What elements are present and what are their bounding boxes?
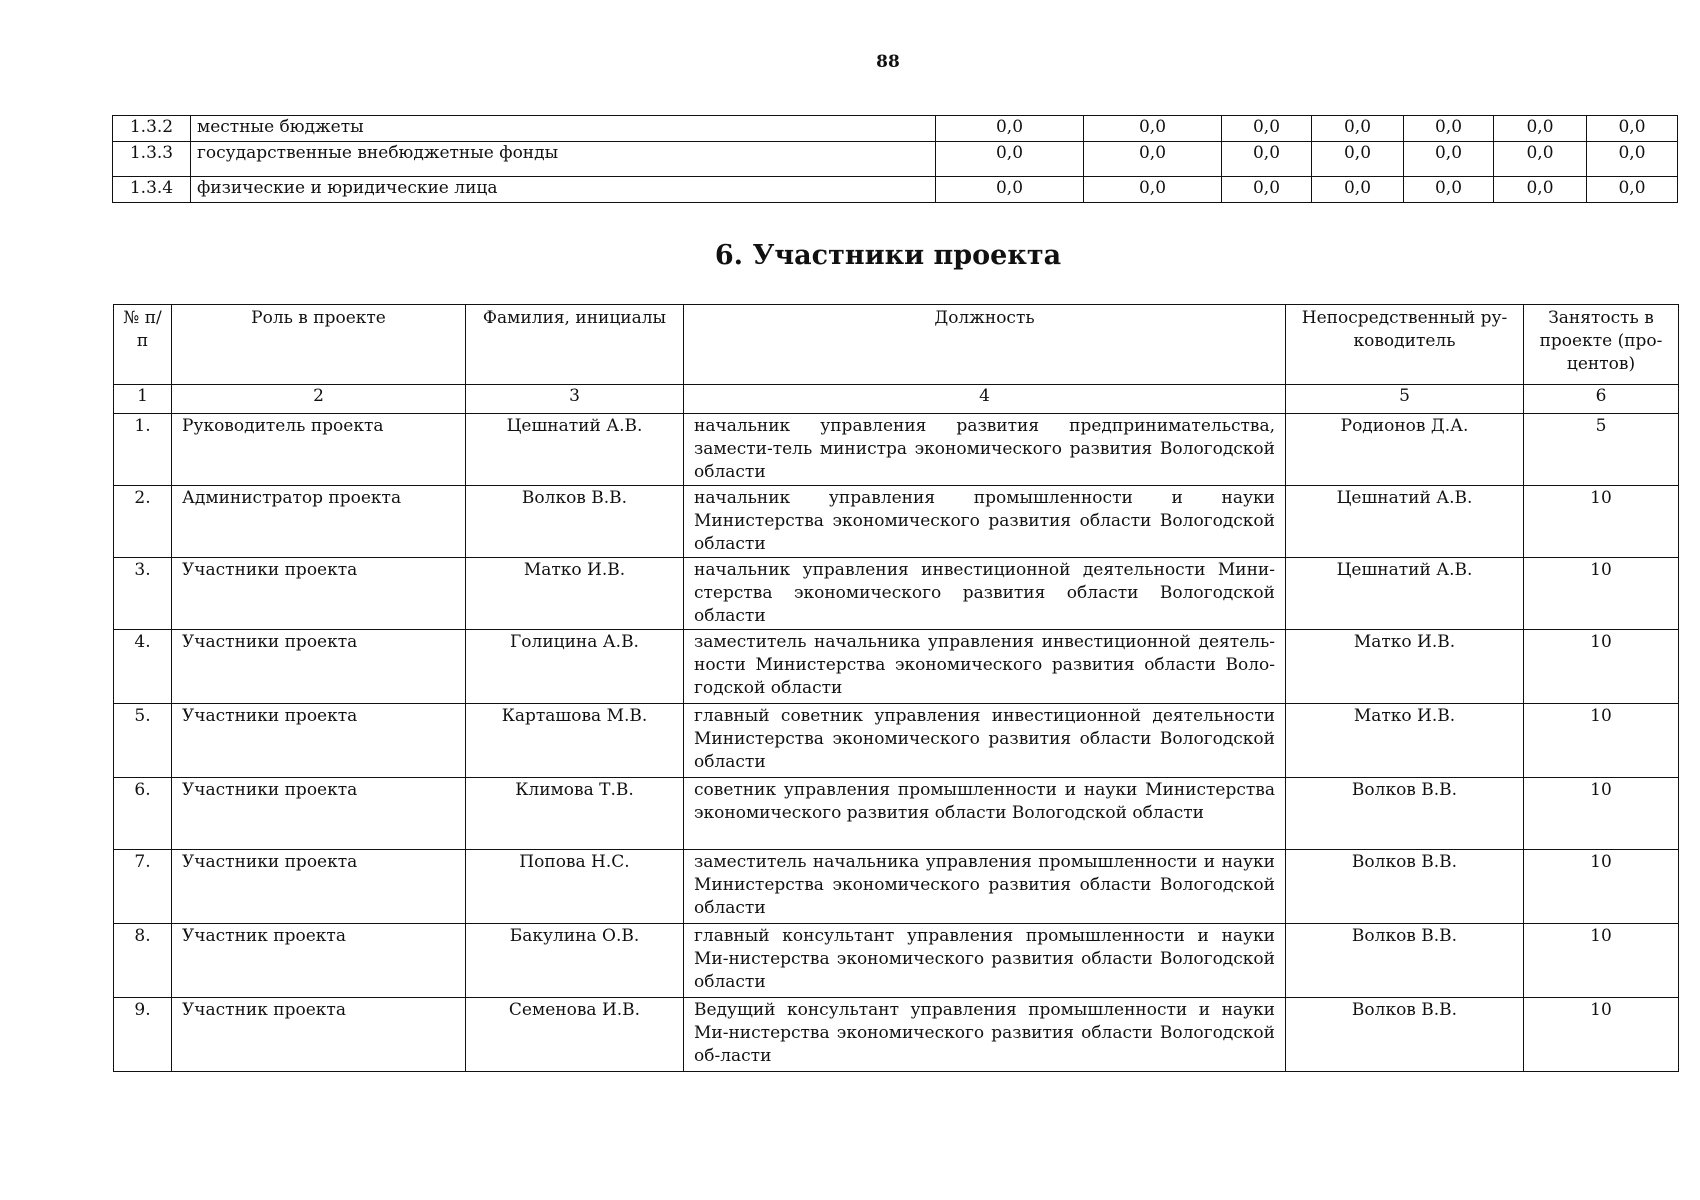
- participant-role: Участники проекта: [172, 558, 466, 630]
- participant-name: Волков В.В.: [466, 486, 684, 558]
- participant-row: [114, 924, 1679, 998]
- participant-num: 7.: [114, 850, 172, 924]
- participant-name: Семенова И.В.: [466, 998, 684, 1072]
- budget-value: 0,0: [1587, 142, 1678, 177]
- participant-manager: Волков В.В.: [1286, 850, 1524, 924]
- participant-num: 8.: [114, 924, 172, 998]
- participant-manager: Волков В.В.: [1286, 924, 1524, 998]
- budget-value: 0,0: [1494, 116, 1587, 142]
- participant-busy: 10: [1524, 850, 1679, 924]
- budget-value: 0,0: [936, 116, 1084, 142]
- budget-value: 0,0: [936, 142, 1084, 177]
- budget-value: 0,0: [1222, 142, 1312, 177]
- budget-code: 1.3.3: [113, 142, 191, 177]
- participant-position: начальник управления промышленности и науки Министерства экономического развития области Вологодской области: [684, 486, 1286, 558]
- participant-role: Участники проекта: [172, 704, 466, 778]
- column-number: 6: [1524, 385, 1679, 414]
- participant-busy: 10: [1524, 486, 1679, 558]
- participant-manager: Цешнатий А.В.: [1286, 558, 1524, 630]
- participant-num: 9.: [114, 998, 172, 1072]
- participant-row: [114, 630, 1679, 704]
- header-busy: Занятость в проекте (про-центов): [1524, 305, 1679, 385]
- participant-position: советник управления промышленности и науки Министерства экономического развития области Вологодской области: [684, 778, 1286, 850]
- participant-role: Администратор проекта: [172, 486, 466, 558]
- header-manager: Непосредственный ру-ководитель: [1286, 305, 1524, 385]
- participant-name: Попова Н.С.: [466, 850, 684, 924]
- budget-value: 0,0: [1312, 142, 1404, 177]
- participant-name: Цешнатий А.В.: [466, 414, 684, 486]
- column-numbers-row: [114, 385, 1679, 414]
- header-num: № п/п: [114, 305, 172, 385]
- budget-value: 0,0: [1222, 116, 1312, 142]
- participant-num: 1.: [114, 414, 172, 486]
- participant-manager: Матко И.В.: [1286, 704, 1524, 778]
- participant-num: 3.: [114, 558, 172, 630]
- participant-role: Участники проекта: [172, 778, 466, 850]
- participant-manager: Волков В.В.: [1286, 998, 1524, 1072]
- participant-role: Участник проекта: [172, 998, 466, 1072]
- participant-num: 2.: [114, 486, 172, 558]
- participant-name: Бакулина О.В.: [466, 924, 684, 998]
- budget-value: 0,0: [1312, 116, 1404, 142]
- participant-manager: Матко И.В.: [1286, 630, 1524, 704]
- participant-busy: 10: [1524, 998, 1679, 1072]
- budget-table: [112, 115, 1678, 203]
- budget-value: 0,0: [1587, 177, 1678, 203]
- header-position: Должность: [684, 305, 1286, 385]
- participant-manager: Родионов Д.А.: [1286, 414, 1524, 486]
- participant-manager: Волков В.В.: [1286, 778, 1524, 850]
- budget-value: 0,0: [1084, 116, 1222, 142]
- participant-position: главный консультант управления промышленности и науки Ми-нистерства экономического развития области Вологодской области: [684, 924, 1286, 998]
- participant-row: [114, 414, 1679, 486]
- budget-value: 0,0: [1084, 177, 1222, 203]
- participant-num: 5.: [114, 704, 172, 778]
- participant-row: [114, 704, 1679, 778]
- budget-label: физические и юридические лица: [191, 177, 936, 203]
- participant-role: Участники проекта: [172, 630, 466, 704]
- budget-row: [113, 116, 1678, 142]
- budget-value: 0,0: [936, 177, 1084, 203]
- participant-position: начальник управления инвестиционной деятельности Мини-стерства экономического развития области Вологодской области: [684, 558, 1286, 630]
- budget-label: государственные внебюджетные фонды: [191, 142, 936, 177]
- budget-value: 0,0: [1312, 177, 1404, 203]
- participant-row: [114, 486, 1679, 558]
- participant-role: Участники проекта: [172, 850, 466, 924]
- participant-name: Голицина А.В.: [466, 630, 684, 704]
- participant-row: [114, 998, 1679, 1072]
- participant-position: заместитель начальника управления промышленности и науки Министерства экономического развития области Вологодской области: [684, 850, 1286, 924]
- participant-busy: 10: [1524, 778, 1679, 850]
- participant-name: Климова Т.В.: [466, 778, 684, 850]
- participant-role: Руководитель проекта: [172, 414, 466, 486]
- budget-value: 0,0: [1494, 142, 1587, 177]
- budget-code: 1.3.4: [113, 177, 191, 203]
- budget-value: 0,0: [1404, 116, 1494, 142]
- participant-busy: 10: [1524, 924, 1679, 998]
- participant-busy: 10: [1524, 630, 1679, 704]
- participant-name: Карташова М.В.: [466, 704, 684, 778]
- column-number: 4: [684, 385, 1286, 414]
- budget-label: местные бюджеты: [191, 116, 936, 142]
- participant-num: 4.: [114, 630, 172, 704]
- participant-role: Участник проекта: [172, 924, 466, 998]
- budget-row: [113, 142, 1678, 177]
- participant-position: главный советник управления инвестиционной деятельности Министерства экономического развития области Вологодской области: [684, 704, 1286, 778]
- budget-code: 1.3.2: [113, 116, 191, 142]
- participant-position: начальник управления развития предпринимательства, замести-тель министра экономического развития Вологодской области: [684, 414, 1286, 486]
- participant-manager: Цешнатий А.В.: [1286, 486, 1524, 558]
- budget-value: 0,0: [1222, 177, 1312, 203]
- column-number: 2: [172, 385, 466, 414]
- participants-table: [113, 304, 1679, 1072]
- budget-value: 0,0: [1404, 142, 1494, 177]
- participant-busy: 5: [1524, 414, 1679, 486]
- participant-num: 6.: [114, 778, 172, 850]
- header-role: Роль в проекте: [172, 305, 466, 385]
- page-number: 88: [876, 52, 900, 72]
- column-number: 3: [466, 385, 684, 414]
- header-name: Фамилия, инициалы: [466, 305, 684, 385]
- budget-value: 0,0: [1404, 177, 1494, 203]
- column-number: 1: [114, 385, 172, 414]
- section-title: 6. Участники проекта: [714, 240, 1062, 271]
- budget-value: 0,0: [1494, 177, 1587, 203]
- participant-busy: 10: [1524, 558, 1679, 630]
- participant-position: Ведущий консультант управления промышленности и науки Ми-нистерства экономического развития области Вологодской об-ласти: [684, 998, 1286, 1072]
- budget-row: [113, 177, 1678, 203]
- budget-value: 0,0: [1587, 116, 1678, 142]
- budget-value: 0,0: [1084, 142, 1222, 177]
- column-number: 5: [1286, 385, 1524, 414]
- participant-row: [114, 778, 1679, 850]
- participant-name: Матко И.В.: [466, 558, 684, 630]
- participant-position: заместитель начальника управления инвестиционной деятель-ности Министерства экономического развития области Воло-годской области: [684, 630, 1286, 704]
- participant-row: [114, 850, 1679, 924]
- participant-row: [114, 558, 1679, 630]
- participant-busy: 10: [1524, 704, 1679, 778]
